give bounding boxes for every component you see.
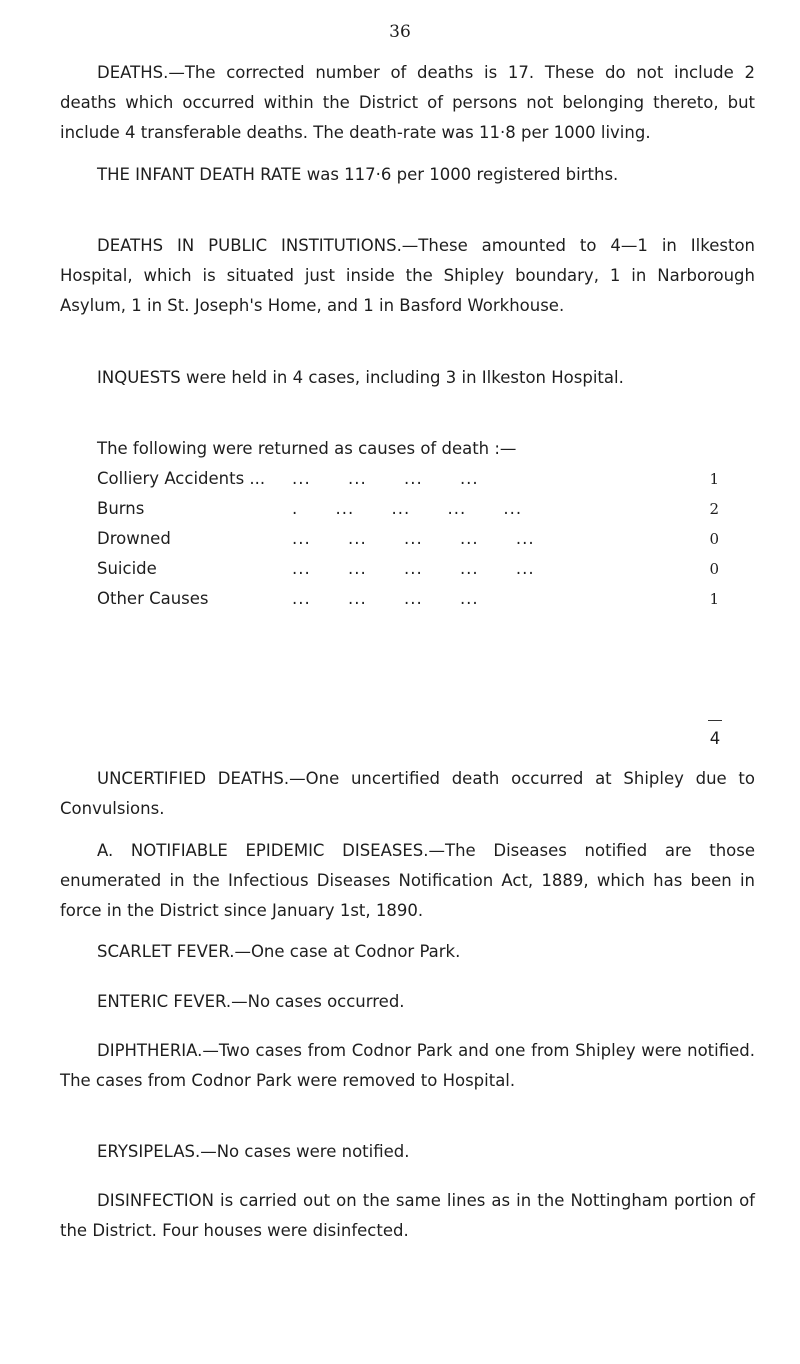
- uncertified-deaths-paragraph: UNCERTIFIED DEATHS.—One uncertified death occurred at Shipley due to Convulsions.: [60, 769, 755, 818]
- table-row: [97, 494, 719, 524]
- notifiable-diseases-paragraph: A. NOTIFIABLE EPIDEMIC DISEASES.—The Diseases notified are those enumerated in the Infectious Diseases Notification Act, 1889, which has been in force in the District since January 1st, 1890.: [60, 841, 755, 920]
- disinfection-paragraph: DISINFECTION is carried out on the same lines as in the Nottingham portion of the District. Four houses were disinfected.: [60, 1191, 755, 1240]
- table-row: [97, 464, 719, 494]
- inquests-paragraph: INQUESTS were held in 4 cases, including 3 in Ilkeston Hospital.: [97, 368, 624, 387]
- leader-dots: ... ... ... ... ...: [292, 559, 535, 578]
- total-count: 4: [709, 729, 721, 748]
- cause-count: 0: [709, 530, 719, 548]
- leader-dots: ... ... ... ...: [292, 589, 479, 608]
- cause-count: 1: [709, 470, 719, 488]
- infant-death-rate-paragraph: THE INFANT DEATH RATE was 117·6 per 1000 registered births.: [97, 165, 619, 184]
- cause-count: 0: [709, 560, 719, 578]
- table-row: [97, 584, 719, 614]
- cause-count: 2: [709, 500, 719, 518]
- page-number: 36: [389, 22, 411, 42]
- erysipelas-paragraph: ERYSIPELAS.—No cases were notified.: [97, 1142, 410, 1161]
- total-rule: [708, 720, 722, 721]
- leader-dots: ... ... ... ... ...: [292, 529, 535, 548]
- cause-label: Other Causes: [97, 589, 209, 608]
- deaths-paragraph: DEATHS.—The corrected number of deaths is 17. These do not include 2 deaths which occurred within the District of persons not belonging thereto, but include 4 transferable deaths. The death-rate was 11·8 per 1000 living.: [60, 63, 755, 142]
- cause-label: Suicide: [97, 559, 157, 578]
- diphtheria-paragraph: DIPHTHERIA.—Two cases from Codnor Park and one from Shipley were notified. The cases from Codnor Park were removed to Hospital.: [60, 1041, 755, 1090]
- leader-dots: . ... ... ... ...: [292, 499, 523, 518]
- cause-count: 1: [709, 590, 719, 608]
- causes-intro: The following were returned as causes of death :—: [97, 439, 517, 458]
- public-institutions-paragraph: DEATHS IN PUBLIC INSTITUTIONS.—These amounted to 4—1 in Ilkeston Hospital, which is situated just inside the Shipley boundary, 1 in Narborough Asylum, 1 in St. Joseph's Home, and 1 in Basford Workhouse.: [60, 236, 755, 315]
- table-row: [97, 554, 719, 584]
- enteric-fever-paragraph: ENTERIC FEVER.—No cases occurred.: [97, 992, 405, 1011]
- cause-label: Drowned: [97, 529, 171, 548]
- table-row: [97, 524, 719, 554]
- cause-label: Colliery Accidents ...: [97, 469, 266, 488]
- leader-dots: ... ... ... ...: [292, 469, 479, 488]
- scarlet-fever-paragraph: SCARLET FEVER.—One case at Codnor Park.: [97, 942, 461, 961]
- causes-of-death-table: [97, 464, 719, 614]
- cause-label: Burns: [97, 499, 145, 518]
